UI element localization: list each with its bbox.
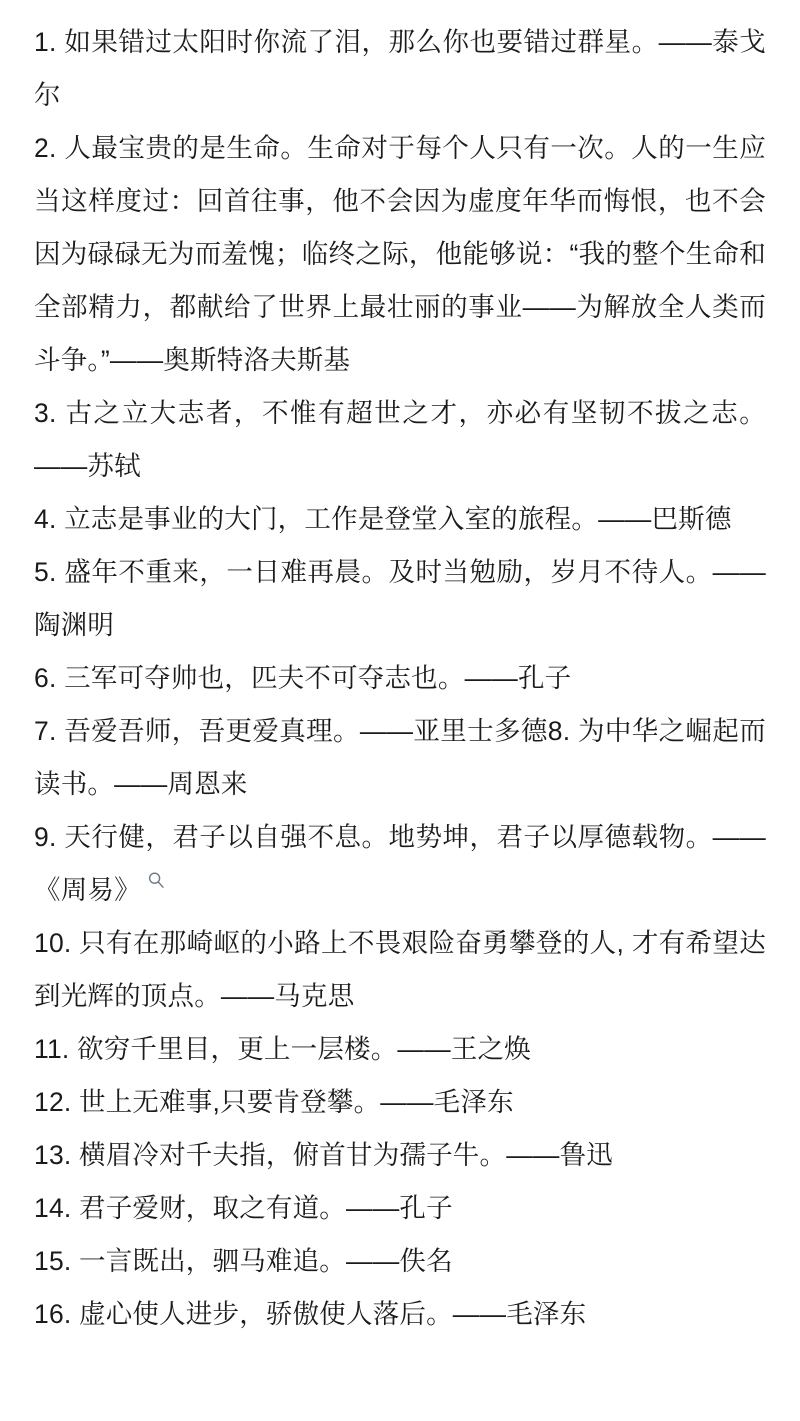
quote-text: 2. 人最宝贵的是生命。生命对于每个人只有一次。人的一生应当这样度过：回首往事，他不会因为虚度年华而悔恨，也不会因为碌碌无为而羞愧；临终之际，他能够说：“我的整个生命和全部精力，都献给了世界上最壮丽的事业——为解放全人类而斗争。”——奥斯特洛夫斯基 — [34, 133, 766, 375]
quote-text: 10. 只有在那崎岖的小路上不畏艰险奋勇攀登的人, 才有希望达到光辉的顶点。——马克思 — [34, 928, 766, 1011]
quote-item — [34, 1076, 766, 1129]
quote-item — [34, 652, 766, 705]
quote-text: 5. 盛年不重来，一日难再晨。及时当勉励，岁月不待人。——陶渊明 — [34, 557, 766, 640]
quote-text: 16. 虚心使人进步，骄傲使人落后。——毛泽东 — [34, 1299, 587, 1329]
quote-text: 3. 古之立大志者，不惟有超世之才，亦必有坚韧不拔之志。——苏轼 — [34, 398, 766, 481]
quote-item — [34, 811, 766, 917]
quote-text: 1. 如果错过太阳时你流了泪，那么你也要错过群星。——泰戈尔 — [34, 27, 766, 110]
quote-text: 14. 君子爱财，取之有道。——孔子 — [34, 1193, 453, 1223]
quote-text: 11. 欲穷千里目，更上一层楼。——王之焕 — [34, 1034, 531, 1064]
quote-item — [34, 917, 766, 1023]
quote-item — [34, 122, 766, 387]
quote-item — [34, 1129, 766, 1182]
quote-item — [34, 1182, 766, 1235]
quote-text: 9. 天行健，君子以自强不息。地势坤，君子以厚德载物。——《周易》 — [34, 822, 766, 905]
quote-item — [34, 1235, 766, 1288]
quote-item — [34, 1023, 766, 1076]
quote-item — [34, 16, 766, 122]
quote-item — [34, 493, 766, 546]
quote-text: 4. 立志是事业的大门，工作是登堂入室的旅程。——巴斯德 — [34, 504, 732, 534]
quote-text: 15. 一言既出，驷马难追。——佚名 — [34, 1246, 453, 1276]
quote-text: 12. 世上无难事,只要肯登攀。——毛泽东 — [34, 1087, 514, 1117]
quote-text: 13. 横眉冷对千夫指，俯首甘为孺子牛。——鲁迅 — [34, 1140, 614, 1170]
search-icon[interactable] — [147, 871, 165, 889]
quote-item — [34, 546, 766, 652]
quote-item — [34, 387, 766, 493]
quote-item — [34, 1288, 766, 1341]
quote-item — [34, 705, 766, 811]
quote-text: 6. 三军可夺帅也，匹夫不可夺志也。——孔子 — [34, 663, 572, 693]
quote-text: 7. 吾爱吾师，吾更爱真理。——亚里士多德8. 为中华之崛起而读书。——周恩来 — [34, 716, 766, 799]
